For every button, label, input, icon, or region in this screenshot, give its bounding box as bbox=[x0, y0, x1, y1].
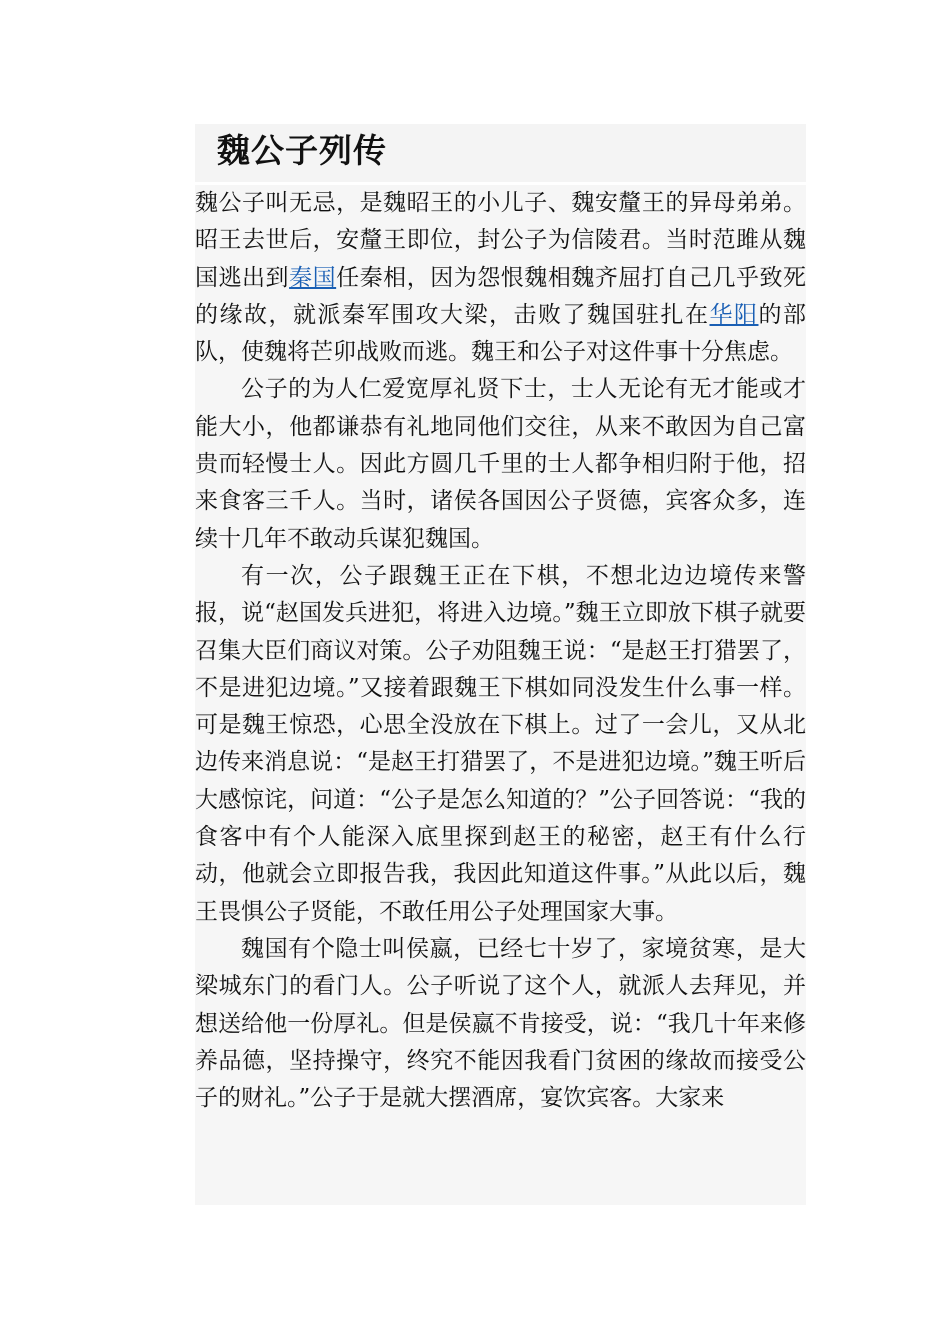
link-huayang[interactable]: 华阳 bbox=[709, 301, 759, 328]
paragraph-2 bbox=[195, 371, 806, 557]
paragraph-4 bbox=[195, 931, 806, 1117]
document-title: 魏公子列传 bbox=[217, 131, 387, 170]
text-segment: 有一次，公子跟魏王正在下棋，不想北边边境传来警报，说“赵国发兵进犯，将进入边境。”魏王立即放下棋子就要召集大臣们商议对策。公子劝阻魏王说：“是赵王打猎罢了，不是进犯边境。”又接着跟魏王下棋如同没发生什么事一样。可是魏王惊恐，心思全没放在下棋上。过了一会儿，又从北边传来消息说：“是赵王打猎罢了，不是进犯边境。”魏王听后大感惊诧，问道：“公子是怎么知道的？”公子回答说：“我的食客中有个人能深入底里探到赵王的秘密，赵王有什么行动，他就会立即报告我，我因此知道这件事。”从此以后，魏王畏惧公子贤能，不敢任用公子处理国家大事。 bbox=[195, 562, 806, 925]
text-segment: 任秦相，因为怨恨魏相魏齐屈打自己几乎致死的缘故，就派秦军围攻大梁，击败了魏国驻扎在 bbox=[195, 264, 806, 328]
text-segment: 公子的为人仁爱宽厚礼贤下士，士人无论有无才能或才能大小，他都谦恭有礼地同他们交往，从来不敢因为自己富贵而轻慢士人。因此方圆几千里的士人都争相归附于他，招来食客三千人。当时，诸侯各国因公子贤德，宾客众多，连续十几年不敢动兵谋犯魏国。 bbox=[195, 376, 806, 552]
paragraph-1 bbox=[195, 185, 806, 371]
text-segment: 魏国有个隐士叫侯嬴，已经七十岁了，家境贫寒，是大梁城东门的看门人。公子听说了这个人，就派人去拜见，并想送给他一份厚礼。但是侯嬴不肯接受，说：“我几十年来修养品德，坚持操守，终究不能因我看门贫困的缘故而接受公子的财礼。”公子于是就大摆酒席，宴饮宾客。大家来 bbox=[195, 935, 806, 1112]
link-qin-state[interactable]: 秦国 bbox=[289, 264, 337, 291]
text-segment: 的部队，使魏将芒卯战败而逃。魏王和公子对这件事十分焦虑。 bbox=[195, 301, 806, 366]
paragraph-3 bbox=[195, 558, 806, 931]
article-body bbox=[195, 185, 806, 1205]
text-segment: 魏公子叫无忌，是魏昭王的小儿子、魏安釐王的异母弟弟。昭王去世后，安釐王即位，封公子为信陵君。当时范雎从魏国逃出到 bbox=[195, 190, 806, 291]
